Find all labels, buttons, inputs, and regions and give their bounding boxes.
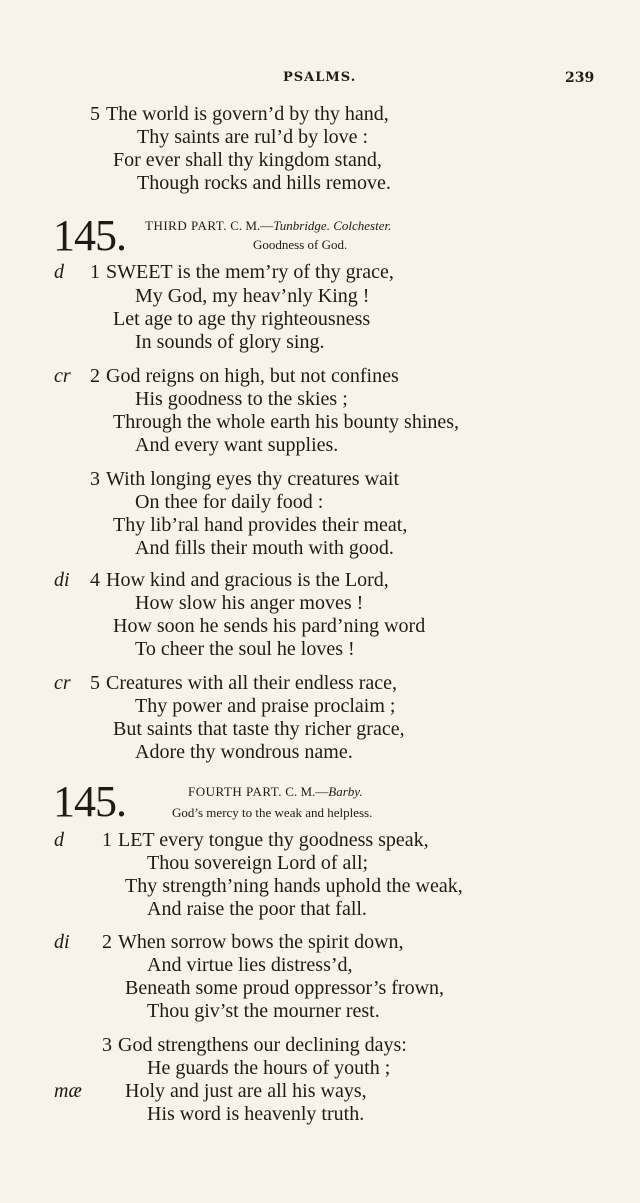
verse-text: SWEET is the mem’ry of thy grace,	[106, 261, 394, 283]
stanza-number: 4	[90, 569, 100, 591]
stanza-number: 3	[102, 1034, 112, 1056]
running-head	[0, 70, 640, 90]
verse-line: Though rocks and hills remove.	[137, 172, 391, 194]
verse-line: Adore thy wondrous name.	[135, 741, 353, 763]
stanza-number: 3	[90, 468, 100, 490]
hymn-meter: C. M.—	[285, 784, 329, 799]
hymn-part: THIRD PART.	[145, 218, 228, 233]
stanza-number: 5	[90, 103, 100, 125]
verse-line	[90, 467, 399, 491]
verse-line	[90, 568, 389, 592]
dynamic-mark: di	[54, 931, 70, 953]
stanza-number: 1	[90, 261, 100, 283]
verse-line: His word is heavenly truth.	[147, 1103, 365, 1125]
hymn-subject: Goodness of God.	[253, 237, 348, 252]
verse-line: He guards the hours of youth ;	[147, 1057, 391, 1079]
hymn-tune: Colchester.	[333, 218, 392, 233]
hymn-tune: Tunbridge.	[273, 218, 330, 233]
verse-line: His goodness to the skies ;	[135, 388, 348, 410]
running-head-title: PSALMS.	[283, 70, 357, 85]
stanza-number: 2	[102, 931, 112, 953]
hymn-tune: Barby.	[328, 784, 363, 799]
verse-line: Let age to age thy righteousness	[113, 308, 371, 330]
verse-text: Creatures with all their endless race,	[106, 672, 397, 694]
stanza-number: 1	[102, 829, 112, 851]
dynamic-mark: d	[54, 829, 64, 851]
stanza-number: 2	[90, 365, 100, 387]
hymn-subject: God’s mercy to the weak and helpless.	[172, 805, 373, 820]
verse-line	[102, 930, 404, 954]
verse-line: And fills their mouth with good.	[135, 537, 394, 559]
verse-text: How kind and gracious is the Lord,	[106, 569, 389, 591]
verse-line: To cheer the soul he loves !	[135, 638, 355, 660]
verse-line: Thy strength’ning hands uphold the weak,	[125, 875, 463, 897]
verse-line: On thee for daily food :	[135, 491, 324, 513]
page-number: 239	[565, 70, 595, 86]
verse-line: Holy and just are all his ways,	[125, 1080, 367, 1102]
verse-line: How soon he sends his pard’ning word	[113, 615, 426, 637]
hymn-number: 145.	[53, 211, 126, 260]
verse-text: God strengthens our declining days:	[118, 1034, 407, 1056]
verse-line	[102, 828, 429, 852]
verse-line: Beneath some proud oppressor’s frown,	[125, 977, 445, 999]
verse-text: The world is govern’d by thy hand,	[106, 103, 389, 125]
dynamic-mark: cr	[54, 672, 71, 694]
verse-line: And virtue lies distress’d,	[147, 954, 353, 976]
hymn-meta	[188, 784, 363, 800]
verse-line: In sounds of glory sing.	[135, 331, 325, 353]
verse-line: How slow his anger moves !	[135, 592, 364, 614]
verse-line	[90, 260, 394, 284]
verse-line: My God, my heav’nly King !	[135, 285, 370, 307]
verse-line: But saints that taste thy richer grace,	[113, 718, 405, 740]
verse-text: With longing eyes thy creatures wait	[106, 468, 399, 490]
verse-line	[90, 102, 389, 126]
dynamic-mark: mæ	[54, 1080, 82, 1102]
verse-line: Thou sovereign Lord of all;	[147, 852, 369, 874]
verse-line	[90, 671, 397, 695]
verse-text: When sorrow bows the spirit down,	[118, 931, 404, 953]
verse-text: God reigns on high, but not confines	[106, 365, 399, 387]
verse-text: LET every tongue thy goodness speak,	[118, 829, 429, 851]
verse-line: And every want supplies.	[135, 434, 339, 456]
dynamic-mark: di	[54, 569, 70, 591]
verse-line: Thy saints are rul’d by love :	[137, 126, 369, 148]
verse-line: For ever shall thy kingdom stand,	[113, 149, 382, 171]
dynamic-mark: d	[54, 261, 64, 283]
hymn-meter: C. M.—	[230, 218, 274, 233]
verse-line: Thy lib’ral hand provides their meat,	[113, 514, 408, 536]
verse-line	[102, 1033, 407, 1057]
verse-line: Through the whole earth his bounty shines,	[113, 411, 460, 433]
verse-line: And raise the poor that fall.	[147, 898, 367, 920]
hymn-meta	[145, 218, 391, 234]
verse-line	[90, 364, 399, 388]
verse-line: Thou giv’st the mourner rest.	[147, 1000, 380, 1022]
verse-line: Thy power and praise proclaim ;	[135, 695, 396, 717]
stanza-number: 5	[90, 672, 100, 694]
hymn-number: 145.	[53, 777, 126, 826]
dynamic-mark: cr	[54, 365, 71, 387]
hymn-part: FOURTH PART.	[188, 784, 283, 799]
